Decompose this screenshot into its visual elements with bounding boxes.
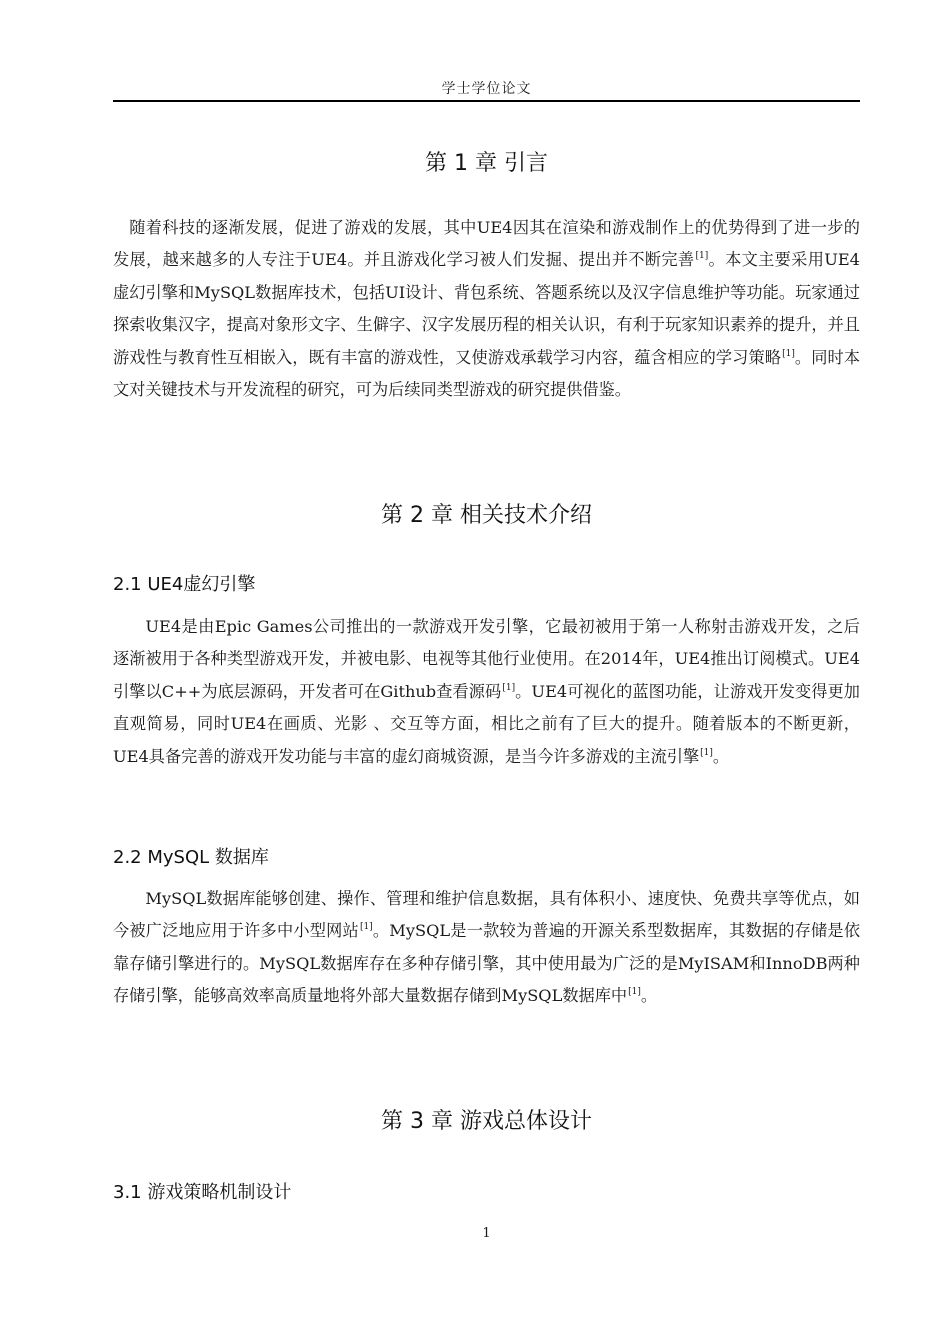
citation: [1] — [695, 251, 709, 262]
chapter-1-text-b: 。本文主要采用UE4虚幻引擎和MySQL数据库技术，包括UI设计、背包系统、答题系统以及汉字信息维护等功能。玩家通过探索收集汉字，提高对象形文字、生僻字、汉字发展历程的相关认识，有利于玩家知识素养的提升，并且游戏性与教育性互相嵌入，既有丰富的游戏性，又使游戏承载学习内容，蕴含相应的学习策略 — [113, 250, 860, 367]
citation: [1] — [782, 348, 795, 359]
section-2-2-text-a: MySQL数据库能够创建、操作、管理和维护信息数据，具有体积小、速度快、免费共享等优点，如今被广泛地应用于许多中小型网站 — [113, 889, 860, 941]
section-2-1-text-a: UE4是由Epic Games公司推出的一款游戏开发引擎，它最初被用于第一人称射击游戏开发，之后逐渐被用于各种类型游戏开发，并被电影、电视等其他行业使用。在2014年，UE4推出订阅模式。UE4引擎以C++为底层源码，开发者可在Github查看源码 — [113, 617, 860, 701]
running-header: 学士学位论文 — [441, 81, 532, 97]
citation: [1] — [700, 747, 713, 758]
section-2-2-text-c: 。 — [640, 986, 658, 1006]
chapter-3-title: 第 3 章 游戏总体设计 — [381, 1109, 592, 1134]
chapter-1-paragraph — [113, 212, 860, 406]
section-2-1-title: 2.1 UE4虚幻引擎 — [113, 574, 256, 595]
chapter-1-text-a: 随着科技的逐渐发展，促进了游戏的发展，其中UE4因其在渲染和游戏制作上的优势得到了进一步的发展，越来越多的人专注于UE4。并且游戏化学习被人们发掘、提出并不断完善 — [113, 218, 860, 270]
section-2-1-text-b: 。UE4可视化的蓝图功能，让游戏开发变得更加直观简易，同时UE4在画质、光影 、交互等方面，相比之前有了巨大的提升。随着版本的不断更新，UE4具备完善的游戏开发功能与丰富的虚幻商城资源，是当今许多游戏的主流引擎 — [113, 681, 860, 766]
header-rule — [113, 100, 860, 102]
chapter-1-text-c: 。同时本文对关键技术与开发流程的研究，可为后续同类型游戏的研究提供借鉴。 — [113, 347, 861, 400]
citation: [1] — [359, 922, 373, 933]
citation: [1] — [628, 987, 641, 998]
chapter-1-title: 第 1 章 引言 — [425, 151, 548, 176]
section-3-1-title: 3.1 游戏策略机制设计 — [113, 1182, 292, 1203]
section-2-2-paragraph — [113, 883, 860, 1013]
citation: [1] — [502, 682, 516, 693]
section-2-1-text-c: 。 — [712, 746, 730, 766]
chapter-2-title: 第 2 章 相关技术介绍 — [381, 503, 592, 528]
section-2-2-title: 2.2 MySQL 数据库 — [113, 847, 269, 868]
section-2-2-text-b: 。MySQL是一款较为普遍的开源关系型数据库，其数据的存储是依靠存储引擎进行的。MySQL数据库存在多种存储引擎，其中使用最为广泛的是MyISAM和InnoDB两种存储引擎，能够高效率高质量地将外部大量数据存储到MySQL数据库中 — [113, 921, 861, 1006]
section-2-1-paragraph — [113, 611, 860, 773]
page-number: 1 — [482, 1226, 491, 1241]
